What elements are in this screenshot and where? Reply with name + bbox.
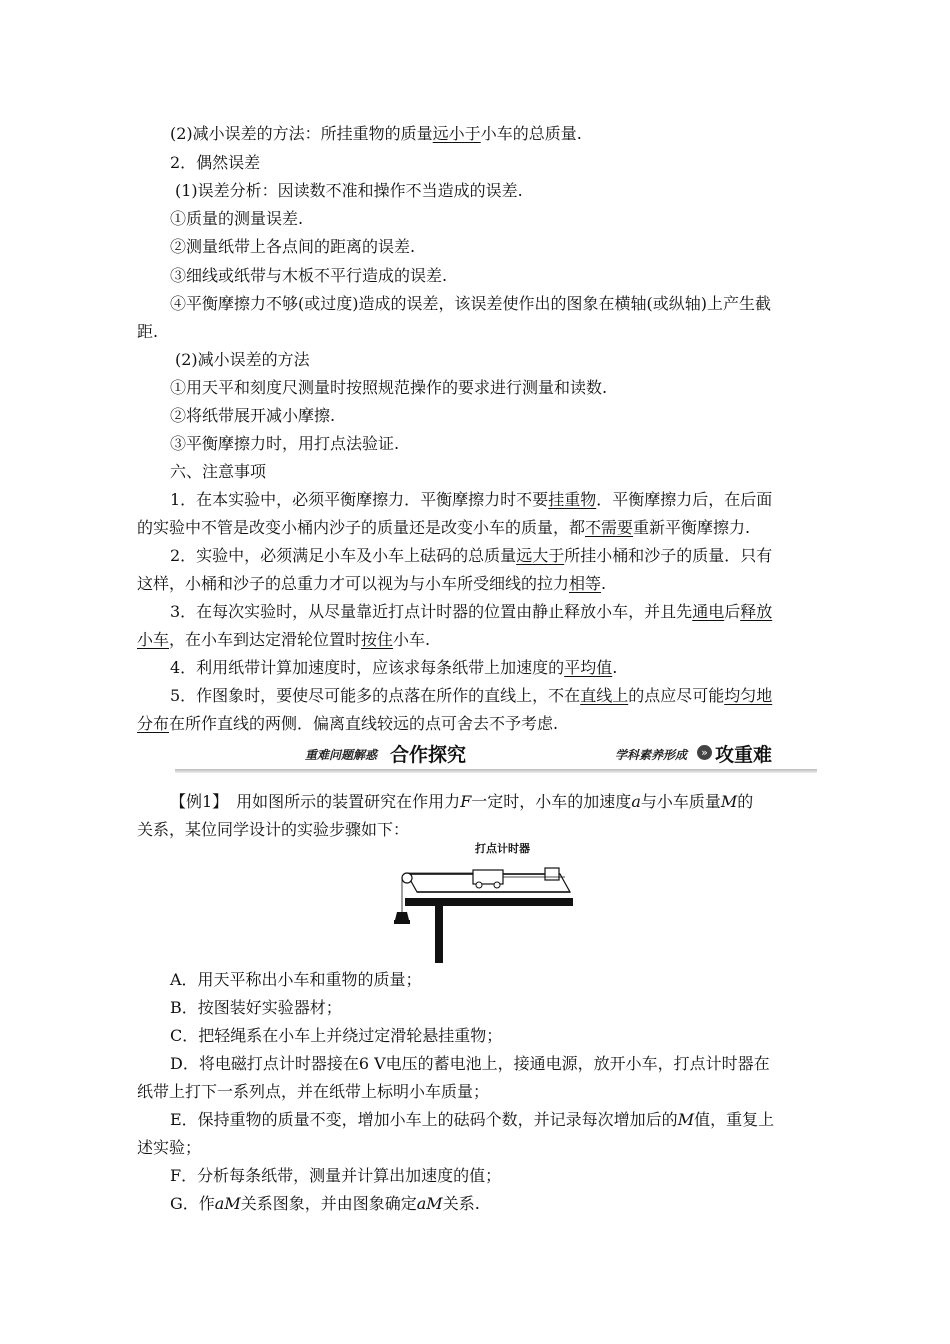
text-run: 纸带上打下一系列点，并在纸带上标明小车质量； (137, 1082, 490, 1101)
text-line (170, 998, 850, 1018)
text-run: D．将电磁打点计时器接在6 V电压的蓄电池上，接通电源，放开小车，打点计时器在 (170, 1054, 770, 1073)
banner-arrow-icon: » (697, 745, 712, 760)
text-line (170, 209, 850, 229)
text-line (170, 406, 850, 426)
text-run: 关系图象，并由图象确定 (240, 1194, 417, 1213)
underlined-answer: 直线上 (580, 686, 629, 705)
text-line (170, 1054, 850, 1074)
text-line (175, 350, 855, 370)
text-line (170, 970, 850, 990)
text-run: ④平衡摩擦力不够(或过度)造成的误差，该误差使作出的图象在横轴(或纵轴)上产生截 (170, 294, 771, 313)
text-run: 后 (724, 602, 741, 621)
cart-wheel (476, 882, 482, 888)
text-run: 与小车质量 (640, 792, 721, 811)
text-run: ②测量纸带上各点间的距离的误差. (170, 237, 416, 256)
text-line (137, 630, 817, 650)
text-line (170, 1026, 850, 1046)
text-line (170, 546, 850, 566)
text-run: 2．偶然误差 (170, 153, 261, 172)
text-line (137, 574, 817, 594)
text-line (170, 792, 850, 812)
text-run: 5．作图象时，要使尽可能多的点落在所作的直线上，不在 (170, 686, 581, 705)
underlined-answer: 挂重物 (548, 490, 597, 509)
section-banner (175, 740, 817, 774)
text-line (170, 434, 850, 454)
text-line (137, 518, 817, 538)
pulley (402, 873, 412, 883)
underlined-answer: 通电 (692, 602, 725, 621)
text-line (137, 714, 817, 734)
text-line (170, 266, 850, 286)
text-run: F．分析每条纸带，测量并计算出加速度的值； (170, 1166, 502, 1185)
text-line (170, 237, 850, 257)
text-run: (2)减小误差的方法：所挂重物的质量 (170, 124, 433, 143)
apparatus-figure (385, 840, 575, 965)
text-run: 值，重复上 (694, 1110, 775, 1129)
math-variable: M (224, 1194, 241, 1213)
timer (545, 868, 559, 880)
math-variable: M (426, 1194, 443, 1213)
text-run: ③细线或纸带与木板不平行造成的误差. (170, 266, 448, 285)
banner-right-text: 学科素养形成 (615, 748, 688, 762)
text-line (137, 1138, 817, 1158)
text-run: 小车. (393, 630, 431, 649)
text-line (170, 462, 850, 482)
text-run: ①用天平和刻度尺测量时按照规范操作的要求进行测量和读数. (170, 378, 608, 397)
underlined-answer: 远大于 (516, 546, 565, 565)
underlined-answer: 小车 (137, 630, 170, 649)
text-run: 的实验中不管是改变小桶内沙子的质量还是改变小车的质量，都 (137, 518, 586, 537)
text-run: A．用天平称出小车和重物的质量； (170, 970, 422, 989)
banner-left-text: 重难问题解惑 (305, 748, 378, 762)
text-run: 1．在本实验中，必须平衡摩擦力．平衡摩擦力时不要 (170, 490, 549, 509)
text-line (170, 658, 850, 678)
text-run: 【例1】 用如图所示的装置研究在作用力 (170, 792, 461, 811)
math-variable: a (631, 792, 641, 811)
banner-title-a: 合作探究 (390, 744, 467, 766)
text-line (170, 1194, 850, 1214)
underlined-answer: 不需要 (585, 518, 634, 537)
math-variable: M (677, 1110, 695, 1129)
text-run: 的 (737, 792, 754, 811)
table-leg (435, 906, 443, 963)
text-line (170, 686, 850, 706)
underlined-answer: 均匀地 (724, 686, 773, 705)
text-line (170, 378, 850, 398)
text-line (170, 1110, 850, 1130)
text-run: ①质量的测量误差. (170, 209, 304, 228)
text-run: 所挂小桶和沙子的质量．只有 (564, 546, 773, 565)
apparatus-diagram (385, 840, 575, 965)
text-run: (1)误差分析：因读数不准和操作不当造成的误差. (175, 181, 523, 200)
math-variable: a (416, 1194, 427, 1213)
text-run: 六、注意事项 (170, 462, 267, 481)
text-line (170, 490, 850, 510)
text-run: 距. (137, 322, 159, 341)
math-variable: F (460, 792, 472, 811)
weight-base (394, 920, 410, 924)
text-line (170, 294, 850, 314)
math-variable: M (720, 792, 738, 811)
text-run: G．作 (170, 1194, 215, 1213)
underlined-answer: 释放 (740, 602, 773, 621)
text-line (170, 1166, 850, 1186)
text-run: ③平衡摩擦力时，用打点法验证. (170, 434, 400, 453)
text-run: 的点应尽可能 (628, 686, 725, 705)
text-run: 在所作直线的两侧．偏离直线较远的点可舍去不予考虑. (169, 714, 559, 733)
math-variable: a (214, 1194, 225, 1213)
text-line (170, 602, 850, 622)
banner-divider (175, 769, 817, 773)
text-line (137, 820, 817, 840)
text-run: E．保持重物的质量不变，增加小车上的砝码个数，并记录每次增加后的 (170, 1110, 678, 1129)
text-run: . (601, 574, 607, 593)
text-run: 重新平衡摩擦力. (633, 518, 751, 537)
weight (395, 912, 409, 920)
text-line (137, 1082, 817, 1102)
underlined-answer: 平均值 (564, 658, 613, 677)
text-run: C．把轻绳系在小车上并绕过定滑轮悬挂重物； (170, 1026, 503, 1045)
text-run: 关系，某位同学设计的实验步骤如下： (137, 820, 410, 839)
cart-wheel (494, 882, 500, 888)
underlined-answer: 按住 (361, 630, 394, 649)
table-top (405, 898, 573, 906)
text-run: (2)减小误差的方法 (175, 350, 310, 369)
text-run: 小车的总质量. (480, 124, 582, 143)
text-run: 2．实验中，必须满足小车及小车上砝码的总质量 (170, 546, 517, 565)
text-run: ，在小车到达定滑轮位置时 (169, 630, 362, 649)
underlined-answer: 远小于 (432, 124, 481, 143)
figure-label: 打点计时器 (475, 842, 530, 855)
text-run: 3．在每次实验时，从尽量靠近打点计时器的位置由静止释放小车，并且先 (170, 602, 693, 621)
text-run: 这样，小桶和沙子的总重力才可以视为与小车所受细线的拉力 (137, 574, 570, 593)
text-run: 关系. (442, 1194, 480, 1213)
text-run: . (612, 658, 618, 677)
banner-title-b: 攻重难 (715, 744, 773, 766)
text-run: ．平衡摩擦力后，在后面 (596, 490, 773, 509)
text-run: 一定时，小车的加速度 (471, 792, 632, 811)
text-run: ②将纸带展开减小摩擦. (170, 406, 336, 425)
underlined-answer: 分布 (137, 714, 170, 733)
text-line (137, 322, 817, 342)
text-line (175, 181, 855, 201)
text-line (170, 124, 850, 144)
text-run: B．按图装好实验器材； (170, 998, 342, 1017)
underlined-answer: 相等 (569, 574, 602, 593)
text-run: 4．利用纸带计算加速度时，应该求每条纸带上加速度的 (170, 658, 565, 677)
text-run: 述实验； (137, 1138, 202, 1157)
text-line (170, 153, 850, 173)
